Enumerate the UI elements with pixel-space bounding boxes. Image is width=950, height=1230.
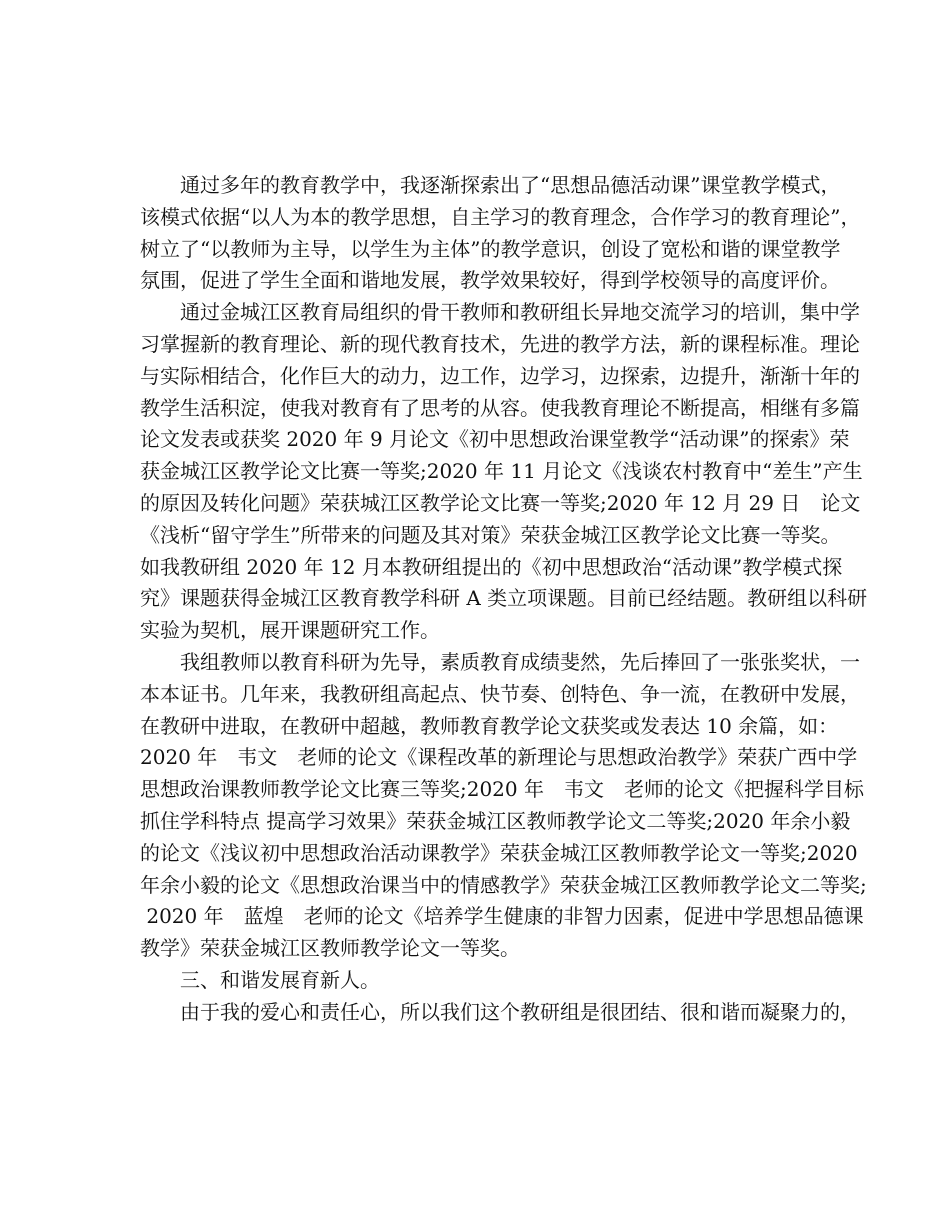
- text-line: 通过多年的教育教学中，我逐渐探索出了“思想品德活动课”课堂教学模式，: [180, 173, 841, 197]
- text-line: 树立了“以教师为主导，以学生为主体”的教学意识，创设了宽松和谐的课堂教学: [140, 236, 841, 261]
- text-line: 《浅析“留守学生”所带来的问题及其对策》荣获金城江区教学论文比赛一等奖。: [140, 522, 841, 547]
- text-line: 的原因及转化问题》荣获城江区教学论文比赛一等奖;2020 年 12 月 29 日 论文: [140, 490, 861, 515]
- text-line: 实验为契机，展开课题研究工作。: [140, 618, 440, 643]
- text-line: 与实际相结合，化作巨大的动力，边工作，边学习，边探索，边提升，渐渐十年的: [140, 363, 860, 388]
- text-line: 教学生活积淀，使我对教育有了思考的从容。使我教育理论不断提高，相继有多篇: [140, 395, 860, 420]
- text-line: 该模式依据“以人为本的教学思想，自主学习的教育理念，合作学习的教育理论”，: [140, 204, 861, 229]
- text-line: 抓住学科特点 提高学习效果》荣获金城江区教师教学论文二等奖;2020 年余小毅: [140, 808, 851, 833]
- paragraph: [140, 170, 861, 297]
- text-line: 年余小毅的论文《思想政治课当中的情感教学》荣获金城江区教师教学论文二等奖;: [140, 872, 867, 897]
- text-line: 如我教研组 2020 年 12 月本教研组提出的《初中思想政治“活动课”教学模式探: [140, 554, 843, 579]
- text-line: 获金城江区教学论文比赛一等奖;2020 年 11 月论文《浅谈农村教育中“差生”产生: [140, 459, 863, 484]
- text-line: 的论文《浅议初中思想政治活动课教学》荣获金城江区教师教学论文一等奖;2020: [140, 840, 858, 865]
- paragraph: [140, 647, 867, 965]
- text-line: 教学》荣获金城江区教师教学论文一等奖。: [140, 936, 520, 961]
- text-line: 2020 年 蓝煌 老师的论文《培养学生健康的非智力因素，促进中学思想品德课: [140, 904, 864, 929]
- text-line: 通过金城江区教育局组织的骨干教师和教研组长异地交流学习的培训，集中学: [180, 300, 860, 325]
- text-line: 氛围，促进了学生全面和谐地发展，教学效果较好，得到学校领导的高度评价。: [140, 268, 840, 293]
- text-line: 思想政治课教师教学论文比赛三等奖;2020 年 韦文 老师的论文《把握科学目标: [140, 777, 864, 802]
- document-page: [140, 170, 868, 1029]
- text-line: 论文发表或获奖 2020 年 9 月论文《初中思想政治课堂教学“活动课”的探索》荣: [140, 427, 850, 452]
- text-line: 究》课题获得金城江区教育教学科研 A 类立项课题。目前已经结题。教研组以科研: [140, 586, 868, 611]
- text-line: 我组教师以教育科研为先导，素质教育成绩斐然，先后捧回了一张张奖状，一: [180, 649, 860, 674]
- text-line: 在教研中进取，在教研中超越，教师教育教学论文获奖或发表达 10 余篇，如：: [140, 713, 839, 738]
- text-line: 由于我的爱心和责任心，所以我们这个教研组是很团结、很和谐而凝聚力的，: [180, 999, 860, 1024]
- text-line: 三、和谐发展育新人。: [180, 967, 380, 992]
- text-line: 本本证书。几年来，我教研组高起点、快节奏、创特色、争一流，在教研中发展，: [140, 681, 860, 706]
- text-line: 2020 年 韦文 老师的论文《课程改革的新理论与思想政治教学》荣获广西中学: [140, 745, 858, 770]
- section-heading: [140, 965, 812, 997]
- paragraph: [140, 997, 860, 1029]
- paragraph: [140, 297, 868, 647]
- text-line: 习掌握新的教育理论、新的现代教育技术，先进的教学方法，新的课程标准。理论: [140, 331, 860, 356]
